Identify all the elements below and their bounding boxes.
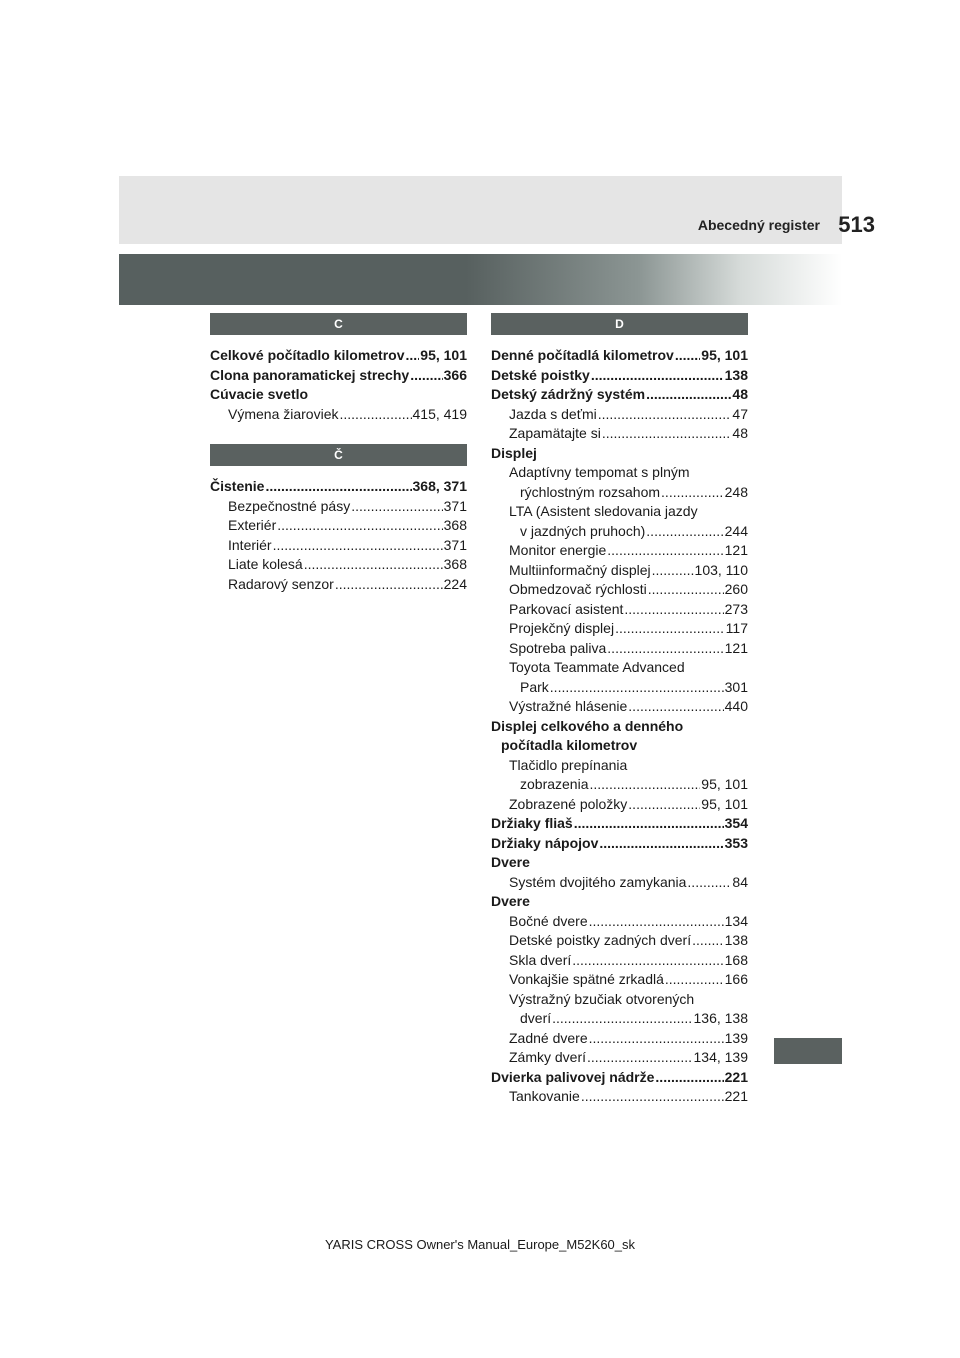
index-entry (210, 555, 467, 575)
entry-term: Vonkajšie spätné zrkadlá (509, 971, 664, 987)
leader-dots (340, 405, 412, 425)
entry-term: Tankovanie (509, 1088, 580, 1104)
index-entry (210, 385, 467, 405)
entry-term: Spotreba paliva (509, 639, 607, 656)
entry-page-ref: 354 (724, 815, 748, 831)
entry-term: rýchlostným rozsahom (520, 483, 661, 500)
entry-page-ref: 84 (732, 873, 748, 890)
entry-page-ref: 103, 110 (694, 561, 748, 578)
index-entry (210, 477, 467, 497)
entry-page-ref: 95, 101 (701, 776, 748, 792)
entry-term: Dvere (491, 893, 530, 909)
entry-term: počítadla kilometrov (501, 737, 638, 753)
leader-dots (304, 555, 443, 575)
index-entry (491, 931, 748, 951)
entry-page-ref: 301 (724, 678, 748, 695)
entry-term: Zobrazené položky (509, 795, 628, 812)
entry-term: Obmedzovač rýchlosti (509, 581, 647, 597)
entry-term: Tlačidlo prepínania (509, 756, 628, 773)
index-entry (491, 1048, 748, 1068)
leader-dots (552, 1009, 692, 1029)
entry-page-ref: 368 (443, 517, 467, 533)
index-entry (491, 814, 748, 834)
index-entry (491, 678, 748, 698)
index-entry (210, 497, 467, 517)
entry-term: Detské poistky (491, 366, 590, 383)
index-entry (491, 912, 748, 932)
entry-term: Exteriér (228, 517, 277, 533)
leader-dots (692, 931, 724, 951)
index-entry (491, 619, 748, 639)
entry-page-ref: 371 (443, 536, 467, 553)
decorative-gradient-bar (119, 254, 842, 305)
index-entry (491, 385, 748, 405)
leader-dots (590, 775, 701, 795)
leader-dots (335, 575, 443, 595)
letter-heading: D (491, 313, 748, 335)
leader-dots (687, 873, 731, 893)
entry-page-ref: 366 (443, 366, 467, 383)
index-entry (491, 346, 748, 366)
entry-page-ref: 415, 419 (412, 405, 467, 422)
leader-dots (628, 795, 700, 815)
leader-dots (265, 477, 411, 497)
entry-term: Park (520, 678, 549, 695)
leader-dots (624, 600, 723, 620)
index-entry (491, 795, 748, 815)
index-entry (491, 1029, 748, 1049)
index-entry (491, 1068, 748, 1088)
entry-page-ref: 121 (724, 542, 748, 558)
entry-page-ref: 95, 101 (420, 347, 467, 363)
index-entry (491, 717, 748, 737)
index-entry (491, 483, 748, 503)
leader-dots (589, 912, 724, 932)
entry-page-ref: 134, 139 (693, 1049, 748, 1065)
entry-page-ref: 440 (724, 698, 748, 714)
entry-page-ref: 368 (443, 556, 467, 572)
index-entry (491, 424, 748, 444)
index-entry (491, 541, 748, 561)
entry-page-ref: 244 (724, 522, 748, 539)
entry-page-ref: 224 (443, 575, 467, 592)
leader-dots (607, 541, 723, 561)
leader-dots (587, 1048, 692, 1068)
index-entry (491, 522, 748, 542)
index-entry (491, 834, 748, 854)
entry-term: Dvierka palivovej nádrže (491, 1068, 655, 1085)
entry-page-ref: 138 (724, 932, 748, 948)
entry-term: Denné počítadlá kilometrov (491, 347, 674, 363)
entry-term: v jazdných pruhoch) (520, 522, 646, 539)
index-entry (491, 580, 748, 600)
entry-page-ref: 95, 101 (701, 795, 748, 812)
index-entry (210, 405, 467, 425)
entry-page-ref: 166 (724, 971, 748, 987)
leader-dots (589, 1029, 724, 1049)
leader-dots (277, 516, 442, 536)
index-entry (210, 536, 467, 556)
leader-dots (574, 814, 724, 834)
entry-term: Zadné dvere (509, 1029, 588, 1046)
entry-page-ref: 138 (724, 366, 748, 383)
entry-term: Clona panoramatickej strechy (210, 366, 410, 383)
leader-dots (591, 366, 724, 386)
leader-dots (661, 483, 724, 503)
index-entry (491, 502, 748, 522)
leader-dots (351, 497, 442, 517)
leader-dots (550, 678, 724, 698)
entry-page-ref: 221 (724, 1068, 748, 1085)
leader-dots (652, 561, 694, 581)
leader-dots (655, 1068, 723, 1088)
entry-term: dverí (520, 1010, 552, 1026)
leader-dots (607, 639, 723, 659)
index-entry (210, 516, 467, 536)
entry-term: Čistenie (210, 478, 265, 494)
entry-term: Výstražný bzučiak otvorených (509, 990, 695, 1007)
section-title: Abecedný register (697, 217, 820, 233)
entry-page-ref: 47 (732, 405, 748, 422)
leader-dots (602, 424, 732, 444)
entry-page-ref: 248 (724, 483, 748, 500)
entry-page-ref: 134 (724, 912, 748, 929)
index-entry (491, 853, 748, 873)
entry-term: Toyota Teammate Advanced (509, 659, 685, 675)
header-band (119, 176, 842, 244)
index-entry (491, 405, 748, 425)
letter-heading: C (210, 313, 467, 335)
index-entry (210, 575, 467, 595)
entry-term: zobrazenia (520, 776, 589, 792)
entry-term: Zapamätajte si (509, 425, 601, 441)
index-entry (491, 639, 748, 659)
index-entry (491, 951, 748, 971)
entry-term: Držiaky fliaš (491, 815, 573, 831)
entry-term: Systém dvojitého zamykania (509, 873, 687, 890)
entry-page-ref: 121 (724, 639, 748, 656)
leader-dots (628, 697, 723, 717)
entry-page-ref: 95, 101 (701, 347, 748, 363)
entry-term: Cúvacie svetlo (210, 386, 309, 402)
leader-dots (648, 580, 724, 600)
entry-term: Parkovací asistent (509, 600, 624, 617)
entry-page-ref: 260 (724, 581, 748, 597)
index-entry (491, 756, 748, 776)
entry-page-ref: 139 (724, 1029, 748, 1046)
page-number: 513 (838, 212, 875, 237)
index-column-left (210, 313, 467, 594)
leader-dots (581, 1087, 724, 1107)
thumb-index-tab (774, 1038, 842, 1064)
index-entry (491, 1009, 748, 1029)
index-entry (491, 990, 748, 1010)
entry-term: Dvere (491, 854, 530, 870)
entry-page-ref: 48 (732, 386, 748, 402)
leader-dots (665, 970, 724, 990)
index-entry (210, 366, 467, 386)
index-entry (491, 970, 748, 990)
entry-term: Bočné dvere (509, 912, 588, 929)
entry-term: Detské poistky zadných dverí (509, 932, 692, 948)
entry-page-ref: 371 (443, 497, 467, 514)
entry-term: Projekčný displej (509, 620, 615, 636)
entry-page-ref: 368, 371 (412, 478, 467, 494)
index-column-right (491, 313, 748, 1107)
entry-term: Držiaky nápojov (491, 834, 599, 851)
entry-term: Liate kolesá (228, 556, 303, 572)
entry-term: Radarový senzor (228, 575, 334, 592)
index-entry (491, 658, 748, 678)
entry-term: Displej celkového a denného (491, 717, 684, 734)
entry-term: Monitor energie (509, 542, 607, 558)
entry-term: Skla dverí (509, 951, 572, 968)
entry-page-ref: 221 (724, 1088, 748, 1104)
entry-page-ref: 117 (725, 620, 748, 636)
leader-dots (410, 366, 442, 386)
leader-dots (646, 385, 731, 405)
entry-page-ref: 353 (724, 834, 748, 851)
entry-term: LTA (Asistent sledovania jazdy (509, 503, 698, 519)
entry-page-ref: 136, 138 (693, 1010, 748, 1026)
entry-page-ref: 168 (724, 951, 748, 968)
entry-term: Výmena žiaroviek (228, 405, 339, 422)
entry-term: Bezpečnostné pásy (228, 497, 351, 514)
leader-dots (273, 536, 443, 556)
leader-dots (598, 405, 732, 425)
index-entry (491, 444, 748, 464)
entry-page-ref: 48 (732, 425, 748, 441)
index-entry (491, 561, 748, 581)
letter-heading: Č (210, 444, 467, 466)
index-entry (491, 892, 748, 912)
leader-dots (572, 951, 723, 971)
index-entry (491, 873, 748, 893)
entry-term: Celkové počítadlo kilometrov (210, 347, 405, 363)
leader-dots (675, 346, 700, 366)
entry-term: Jazda s deťmi (509, 405, 597, 422)
leader-dots (615, 619, 725, 639)
leader-dots (599, 834, 723, 854)
entry-term: Zámky dverí (509, 1049, 587, 1065)
index-entry (491, 697, 748, 717)
entry-page-ref: 273 (724, 600, 748, 617)
entry-term: Adaptívny tempomat s plným (509, 464, 690, 480)
index-entry (210, 346, 467, 366)
index-entry (491, 1087, 748, 1107)
index-entry (491, 463, 748, 483)
index-entry (491, 736, 748, 756)
leader-dots (646, 522, 723, 542)
entry-term: Interiér (228, 536, 272, 553)
entry-term: Displej (491, 444, 537, 461)
entry-term: Multiinformačný displej (509, 561, 651, 578)
index-entry (491, 775, 748, 795)
entry-term: Výstražné hlásenie (509, 698, 628, 714)
entry-term: Detský zádržný systém (491, 386, 646, 402)
footer-manual-id: YARIS CROSS Owner's Manual_Europe_M52K60_sk (324, 1237, 636, 1252)
index-entry (491, 600, 748, 620)
index-entry (491, 366, 748, 386)
leader-dots (406, 346, 420, 366)
